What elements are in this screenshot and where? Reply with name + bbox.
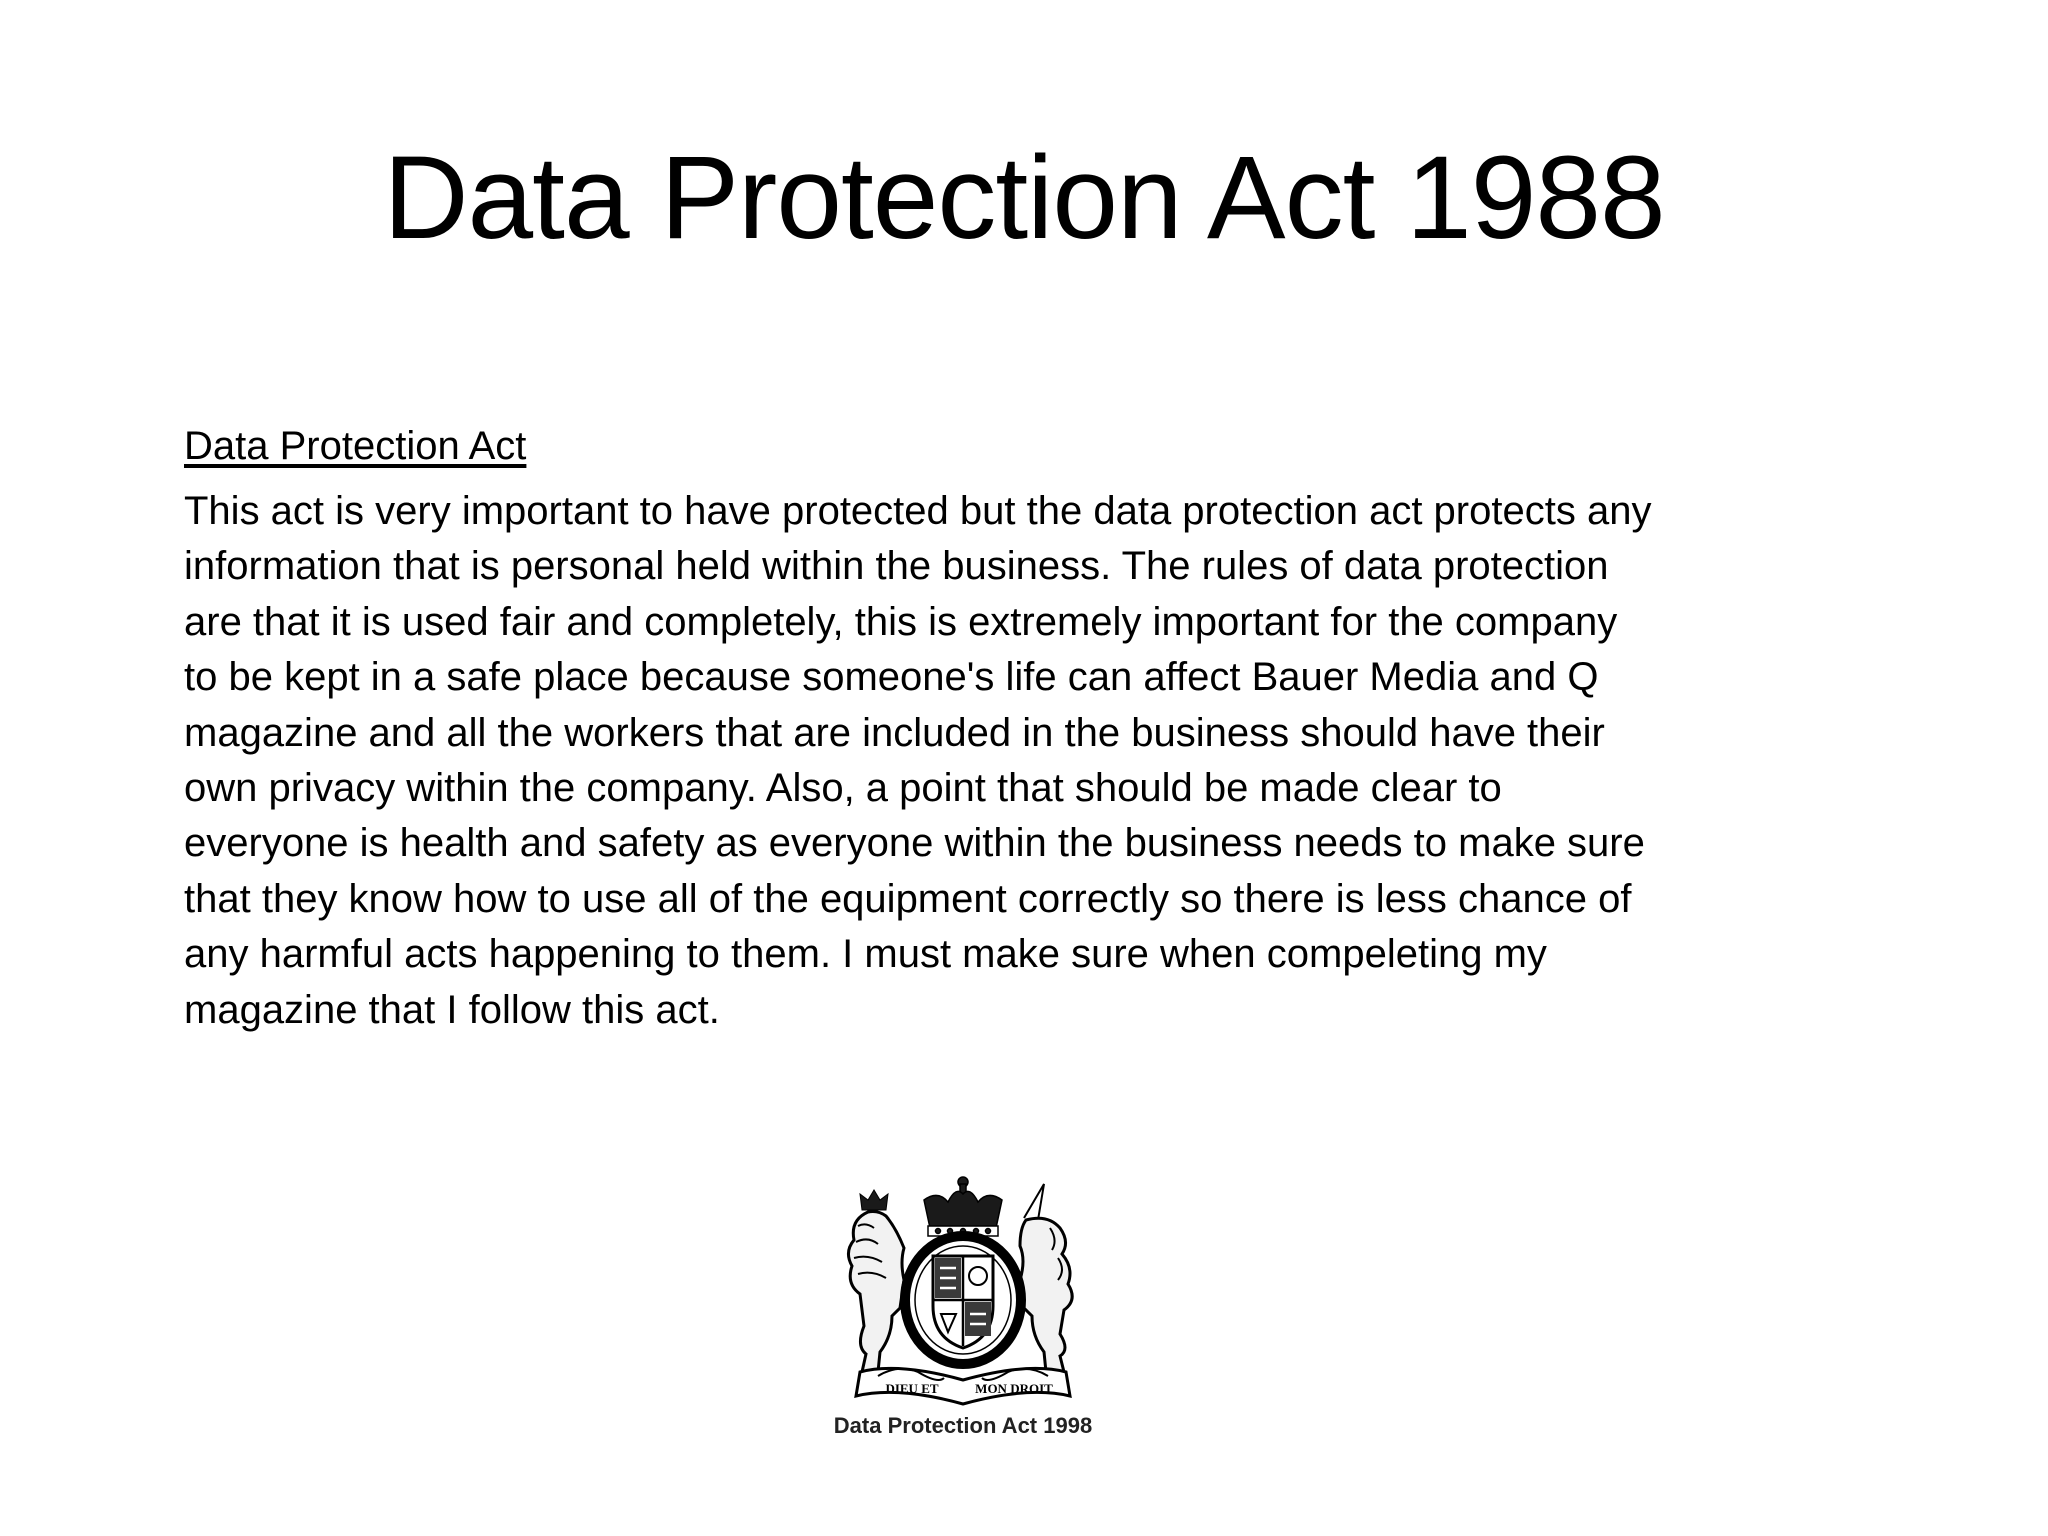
royal-coat-of-arms-icon xyxy=(838,1176,1088,1408)
shield-icon xyxy=(933,1256,993,1348)
lion-supporter-icon xyxy=(848,1212,904,1373)
slide-title: Data Protection Act 1988 xyxy=(383,132,1665,264)
unicorn-supporter-icon xyxy=(1020,1218,1072,1372)
body-line: magazine and all the workers that are included in the business should have their xyxy=(184,710,1605,755)
body-line: to be kept in a safe place because someone's life can affect Bauer Media and Q xyxy=(184,655,1599,700)
body-line: information that is personal held within the business. The rules of data protection xyxy=(184,544,1609,589)
logo-caption: Data Protection Act 1998 xyxy=(833,1413,1093,1438)
body-line: that they know how to use all of the equipment correctly so there is less chance of xyxy=(184,876,1632,921)
body-line: are that it is used fair and completely, this is extremely important for the company xyxy=(184,599,1618,644)
slide-content xyxy=(184,418,1784,1038)
body-paragraph xyxy=(184,484,1784,1038)
motto-right: MON DROIT xyxy=(975,1381,1053,1396)
section-heading: Data Protection Act xyxy=(184,424,527,468)
motto-left: DIEU ET xyxy=(885,1381,939,1396)
body-line: any harmful acts happening to them. I must make sure when compeleting my xyxy=(184,932,1547,977)
crown-icon xyxy=(924,1177,1002,1236)
body-line: own privacy within the company. Also, a point that should be made clear to xyxy=(184,766,1502,811)
body-line: magazine that I follow this act. xyxy=(184,987,720,1032)
data-protection-logo xyxy=(818,1176,1108,1446)
body-line: everyone is health and safety as everyone within the business needs to make sure xyxy=(184,821,1645,866)
body-line: This act is very important to have protected but the data protection act protects any xyxy=(184,489,1652,533)
